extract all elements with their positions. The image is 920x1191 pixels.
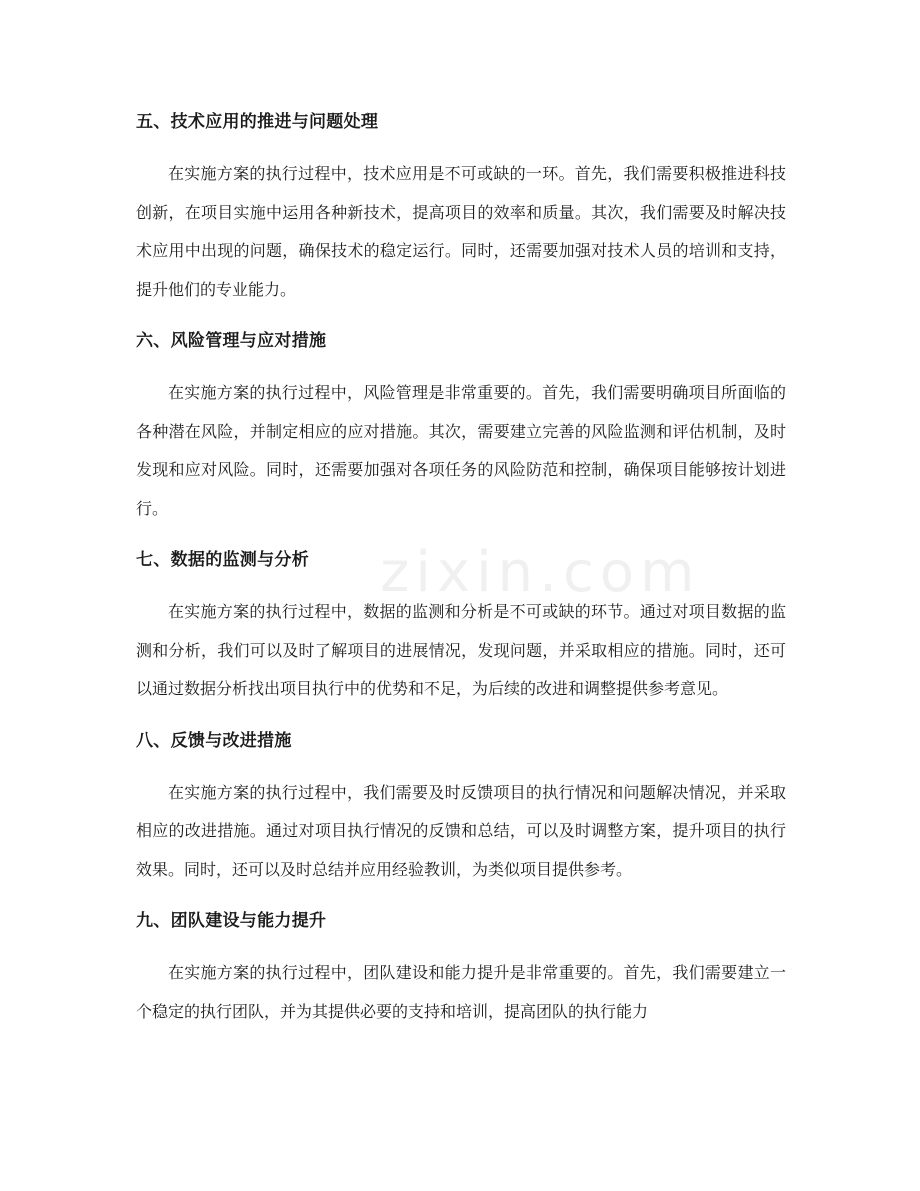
section-paragraph: 在实施方案的执行过程中，风险管理是非常重要的。首先，我们需要明确项目所面临的各种潜在风险，并制定相应的应对措施。其次，需要建立完善的风险监测和评估机制，及时发现和应对风险。同时，还需要加强对各项任务的风险防范和控制，确保项目能够按计划进行。	[136, 383, 786, 518]
section-heading: 九、团队建设与能力提升	[136, 911, 327, 931]
section-5	[136, 108, 786, 327]
section-heading: 六、风险管理与应对措施	[136, 331, 327, 351]
section-heading: 八、反馈与改进措施	[136, 730, 292, 751]
section-9	[136, 907, 786, 1031]
document-body	[136, 108, 786, 1031]
section-heading: 五、技术应用的推进与问题处理	[136, 112, 379, 132]
section-paragraph: 在实施方案的执行过程中，我们需要及时反馈项目的执行情况和问题解决情况，并采取相应的改进措施。通过对项目执行情况的反馈和总结，可以及时调整方案，提升项目的执行效果。同时，还可以及时总结并应用经验教训，为类似项目提供参考。	[136, 782, 786, 879]
section-6	[136, 327, 786, 546]
section-heading: 七、数据的监测与分析	[136, 550, 309, 570]
section-paragraph: 在实施方案的执行过程中，数据的监测和分析是不可或缺的环节。通过对项目数据的监测和分析，我们可以及时了解项目的进展情况，发现问题，并采取相应的措施。同时，还可以通过数据分析找出项目执行中的优势和不足，为后续的改进和调整提供参考意见。	[136, 602, 786, 698]
section-7	[136, 546, 786, 727]
section-paragraph: 在实施方案的执行过程中，团队建设和能力提升是非常重要的。首先，我们需要建立一个稳定的执行团队，并为其提供必要的支持和培训，提高团队的执行能力	[136, 963, 786, 1021]
section-paragraph: 在实施方案的执行过程中，技术应用是不可或缺的一环。首先，我们需要积极推进科技创新，在项目实施中运用各种新技术，提高项目的效率和质量。其次，我们需要及时解决技术应用中出现的问题，确保技术的稳定运行。同时，还需要加强对技术人员的培训和支持，提升他们的专业能力。	[136, 164, 786, 299]
watermark: zixin.com	[380, 540, 701, 605]
section-8	[136, 727, 786, 908]
